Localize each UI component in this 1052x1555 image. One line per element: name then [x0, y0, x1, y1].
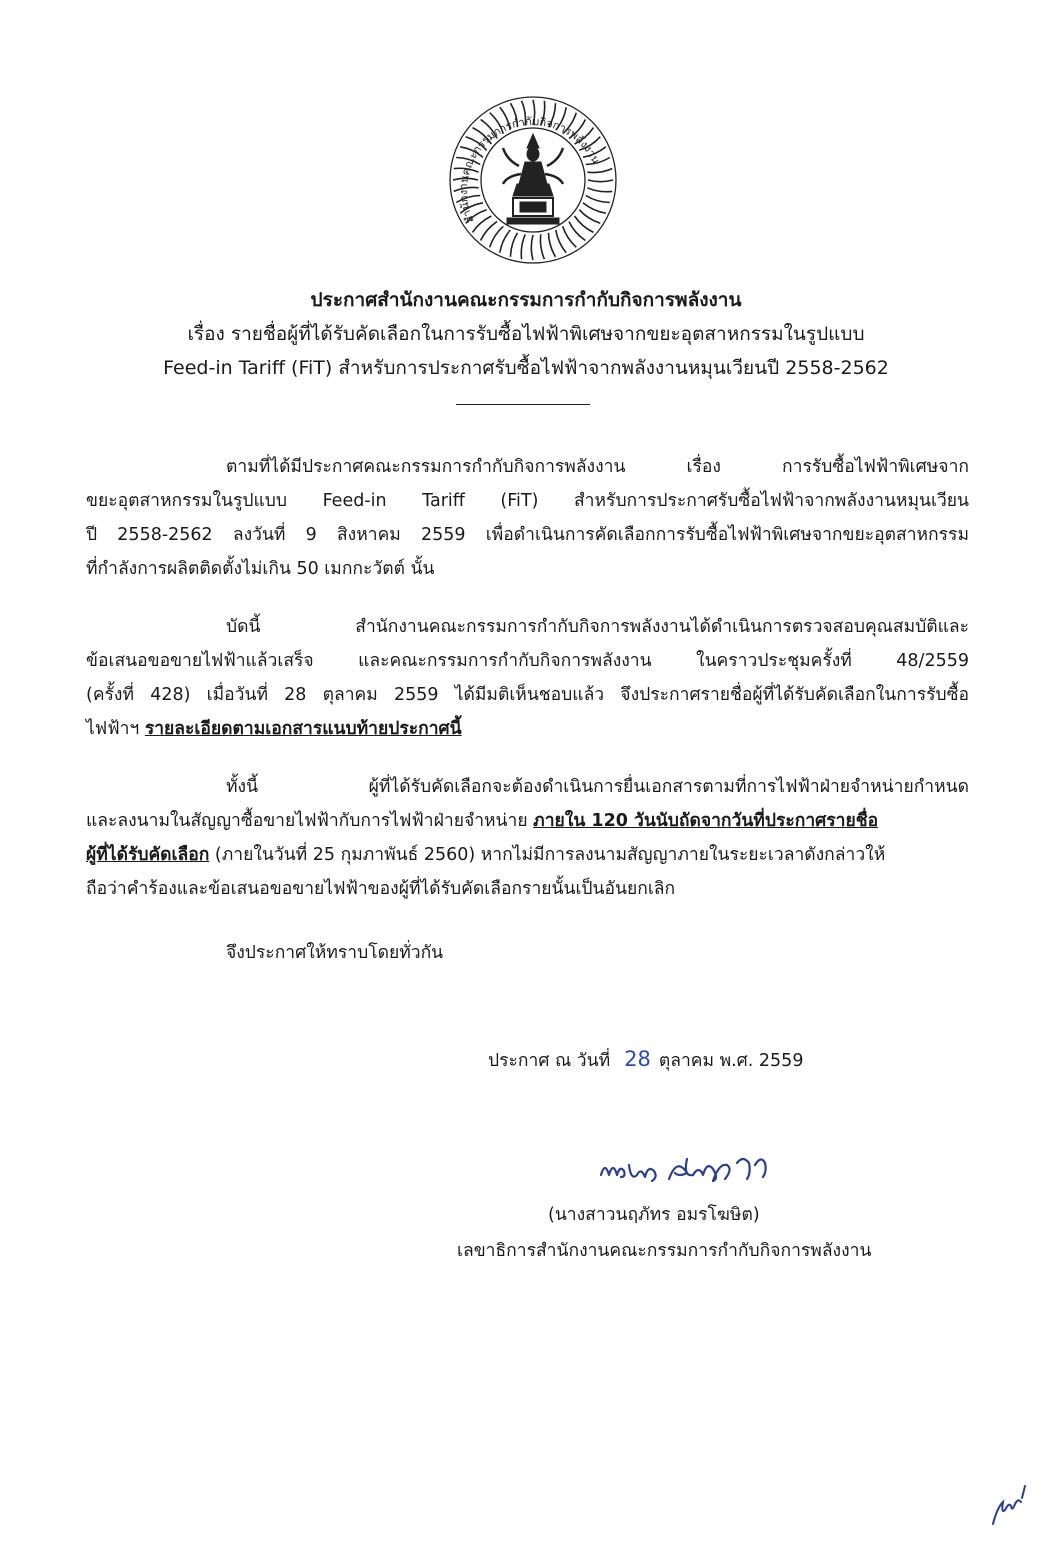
para3-line: ทั้งนี้ ผู้ที่ได้รับคัดเลือกจะต้องดำเนินการยื่นเอกสารตามที่การไฟฟ้าฝ่ายจำหน่ายกำหนด — [226, 777, 969, 797]
handwritten-initials — [985, 1480, 1040, 1530]
seal-ray — [549, 233, 556, 257]
header-divider — [456, 404, 590, 405]
seal-ray — [556, 230, 566, 253]
para2-line: ข้อเสนอขอขายไฟฟ้าแล้วเสร็จ และคณะกรรมการกำกับกิจการพลังงาน ในคราวประชุมครั้งที่ 48/2559 — [86, 651, 969, 671]
signer-name: (นางสาวนฤภัทร อมรโฆษิต) — [548, 1205, 760, 1225]
para2-line: (ครั้งที่ 428) เมื่อวันที่ 28 ตุลาคม 2559 ได้มีมติเห็นชอบแล้ว จึงประกาศรายชื่อผู้ที่ได้รับคัดเลือกในการรับซื้อ — [86, 685, 969, 705]
seal-ray — [531, 235, 533, 260]
seal-ray — [587, 169, 612, 173]
deadline-emphasis: ภายใน 120 วันนับถัดจากวันที่ประกาศรายชื่อ — [533, 811, 879, 831]
announcement-title: ประกาศสำนักงานคณะกรรมการกำกับกิจการพลังงาน — [310, 289, 742, 311]
announcement-date — [488, 1046, 803, 1074]
seal-ray — [540, 234, 544, 259]
subject-line-1: เรื่อง รายชื่อผู้ที่ได้รับคัดเลือกในการรับซื้อไฟฟ้าพิเศษจากขยะอุตสาหกรรมในรูปแบบ — [187, 323, 865, 345]
paragraph-2 — [86, 610, 969, 746]
para1-line: ที่กำลังการผลิตติดตั้งไม่เกิน 50 เมกกะวัตต์ นั้น — [86, 559, 435, 579]
svg-text:สำนักงานคณะกรรมการกำกับกิจการพ: สำนักงานคณะกรรมการกำกับกิจการพลังงาน — [456, 114, 603, 225]
seal-ray — [586, 196, 610, 203]
paragraph-1 — [86, 450, 969, 586]
seal-ray — [569, 222, 585, 241]
seal-ray — [587, 188, 612, 192]
para3-line — [86, 804, 969, 838]
handwritten-day: 28 — [624, 1047, 651, 1071]
para2-line: บัดนี้ สำนักงานคณะกรรมการกำกับกิจการพลังงานได้ดำเนินการตรวจสอบคุณสมบัติและ — [226, 617, 969, 637]
para1-line: ขยะอุตสาหกรรมในรูปแบบ Feed-in Tariff (FiT) สำหรับการประกาศรับซื้อไฟฟ้าจากพลังงานหมุนเวียน — [86, 491, 969, 511]
para3-plain-text: (ภายในวันที่ 25 กุมภาพันธ์ 2560) หากไม่มีการลงนามสัญญาภายในระยะเวลาดังกล่าวให้ — [209, 845, 886, 865]
announcement-header — [0, 283, 1052, 385]
para3-line: ถือว่าคำร้องและข้อเสนอขอขายไฟฟ้าของผู้ที่ได้รับคัดเลือกรายนั้นเป็นอันยกเลิก — [86, 879, 676, 899]
seal-ray — [500, 230, 510, 253]
para2-plain-text: ไฟฟ้าฯ — [86, 719, 145, 739]
date-prefix: ประกาศ ณ วันที่ — [488, 1051, 611, 1071]
selected-persons-emphasis: ผู้ที่ได้รับคัดเลือก — [86, 845, 210, 865]
handwritten-signature — [595, 1145, 795, 1195]
para1-line: ตามที่ได้มีประกาศคณะกรรมการกำกับกิจการพลังงาน เรื่อง การรับซื้อไฟฟ้าพิเศษจาก — [226, 457, 969, 477]
office-seal-emblem — [447, 94, 619, 266]
paragraph-3 — [86, 770, 969, 906]
seal-ray — [588, 180, 613, 182]
para3-line — [86, 838, 969, 872]
para2-line — [86, 712, 969, 746]
signer-position: เลขาธิการสำนักงานคณะกรรมการกำกับกิจการพลังงาน — [457, 1241, 872, 1261]
seal-ray — [583, 203, 606, 213]
seal-ray — [521, 234, 525, 259]
date-suffix: ตุลาคม พ.ศ. 2559 — [658, 1051, 804, 1071]
subject-line-2: Feed-in Tariff (FiT) สำหรับการประกาศรับซื้อไฟฟ้าจากพลังงานหมุนเวียนปี 2558-2562 — [163, 357, 889, 379]
closing-statement: จึงประกาศให้ทราบโดยทั่วกัน — [226, 943, 444, 963]
para3-plain-text: และลงนามในสัญญาซื้อขายไฟฟ้ากับการไฟฟ้าฝ่ายจำหน่าย — [86, 811, 534, 831]
seal-ray — [511, 233, 518, 257]
attachment-reference: รายละเอียดตามเอกสารแนบท้ายประกาศนี้ — [144, 719, 462, 739]
para1-line: ปี 2558-2562 ลงวันที่ 9 สิงหาคม 2559 เพื่อดำเนินการคัดเลือกการรับซื้อไฟฟ้าพิเศษจากขยะอุตสาหกรรม — [86, 525, 969, 545]
